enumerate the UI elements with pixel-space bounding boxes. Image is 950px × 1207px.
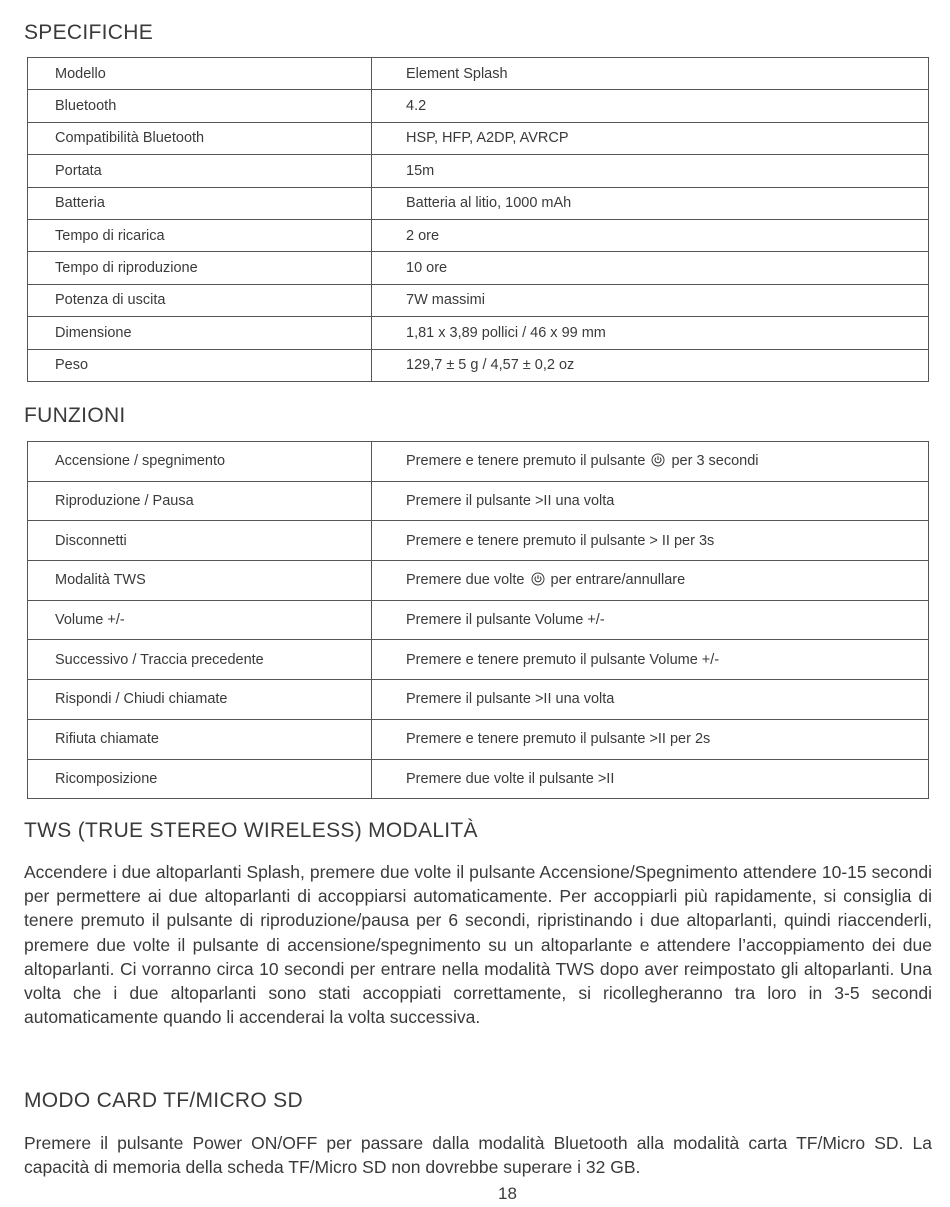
table-row (28, 561, 929, 601)
row-label: Riproduzione / Pausa (28, 481, 372, 521)
row-value: 4.2 (372, 90, 929, 122)
row-label: Peso (28, 349, 372, 381)
row-value-text: per 3 secondi (671, 453, 759, 470)
row-label: Ricomposizione (28, 759, 372, 799)
row-label: Modalità TWS (28, 561, 372, 601)
tws-paragraph: Accendere i due altoparlanti Splash, premere due volte il pulsante Accensione/Spegnimento attendere 10-15 secondi per permettere ai due altoparlanti di accoppiarsi automaticamente. Per accoppiarli più rapidamente, si consiglia di tenere premuto il pulsante di riproduzione/pausa per 6 secondi, ripristinando i due altoparlanti, quindi riaccenderli, premere due volte il pulsante di accensione/spegnimento su un altoparlante e attendere l’accoppiamento dei due altoparlanti. Ci vorranno circa 10 secondi per entrare nella modalità TWS dopo aver reimpostato gli altoparlanti. Una volta che i due altoparlanti sono stati accoppiati correttamente, si ricollegheranno tra loro in 3-5 secondi automaticamente quando li accenderai la volta successiva. (24, 862, 932, 1028)
spec-heading: SPECIFICHE (24, 21, 154, 44)
table-row (28, 317, 929, 349)
row-value: 1,81 x 3,89 pollici / 46 x 99 mm (372, 317, 929, 349)
row-label: Volume +/- (28, 600, 372, 640)
row-value: Batteria al litio, 1000 mAh (372, 187, 929, 219)
table-row (28, 719, 929, 759)
row-label: Rifiuta chiamate (28, 719, 372, 759)
table-row (28, 284, 929, 316)
table-row (28, 219, 929, 251)
table-row (28, 90, 929, 122)
row-label: Tempo di riproduzione (28, 252, 372, 284)
row-value: 129,7 ± 5 g / 4,57 ± 0,2 oz (372, 349, 929, 381)
row-value: Premere il pulsante Volume +/- (372, 600, 929, 640)
row-value: Premere il pulsante >II una volta (372, 680, 929, 720)
row-value-text: per entrare/annullare (550, 572, 686, 589)
row-value: 15m (372, 155, 929, 187)
row-label: Successivo / Traccia precedente (28, 640, 372, 680)
table-row (28, 442, 929, 482)
row-value: Premere il pulsante >II una volta (372, 481, 929, 521)
table-row (28, 252, 929, 284)
row-label: Tempo di ricarica (28, 219, 372, 251)
row-label: Bluetooth (28, 90, 372, 122)
row-value: Premere due volte il pulsante >II (372, 759, 929, 799)
table-row (28, 759, 929, 799)
row-label: Potenza di uscita (28, 284, 372, 316)
table-row (28, 680, 929, 720)
row-label: Dimensione (28, 317, 372, 349)
table-row (28, 187, 929, 219)
row-value (372, 442, 929, 482)
row-value: Premere e tenere premuto il pulsante > II per 3s (372, 521, 929, 561)
tws-heading: TWS (TRUE STEREO WIRELESS) MODALITÀ (24, 819, 478, 842)
row-value: Element Splash (372, 58, 929, 90)
row-value-text: Premere e tenere premuto il pulsante (406, 453, 646, 470)
table-row (28, 640, 929, 680)
power-icon (531, 572, 545, 586)
func-heading: FUNZIONI (24, 404, 126, 427)
power-icon (651, 453, 665, 467)
card-paragraph: Premere il pulsante Power ON/OFF per passare dalla modalità Bluetooth alla modalità carta TF/Micro SD. La capacità di memoria della scheda TF/Micro SD non dovrebbe superare i 32 GB. (24, 1133, 932, 1178)
table-row (28, 155, 929, 187)
card-heading: MODO CARD TF/MICRO SD (24, 1089, 303, 1112)
row-label: Portata (28, 155, 372, 187)
row-value: 7W massimi (372, 284, 929, 316)
table-row (28, 122, 929, 154)
row-label: Accensione / spegnimento (28, 442, 372, 482)
row-value (372, 561, 929, 601)
row-value: 10 ore (372, 252, 929, 284)
table-row (28, 58, 929, 90)
table-row (28, 521, 929, 561)
row-value: HSP, HFP, A2DP, AVRCP (372, 122, 929, 154)
page-number: 18 (498, 1184, 517, 1203)
func-table (27, 441, 929, 799)
spec-table (27, 57, 929, 382)
row-value: 2 ore (372, 219, 929, 251)
table-row (28, 349, 929, 381)
table-row (28, 481, 929, 521)
table-row (28, 600, 929, 640)
row-label: Rispondi / Chiudi chiamate (28, 680, 372, 720)
row-value-text: Premere due volte (406, 572, 525, 589)
row-label: Compatibilità Bluetooth (28, 122, 372, 154)
row-label: Modello (28, 58, 372, 90)
row-value: Premere e tenere premuto il pulsante >II per 2s (372, 719, 929, 759)
row-value: Premere e tenere premuto il pulsante Volume +/- (372, 640, 929, 680)
row-label: Disconnetti (28, 521, 372, 561)
row-label: Batteria (28, 187, 372, 219)
